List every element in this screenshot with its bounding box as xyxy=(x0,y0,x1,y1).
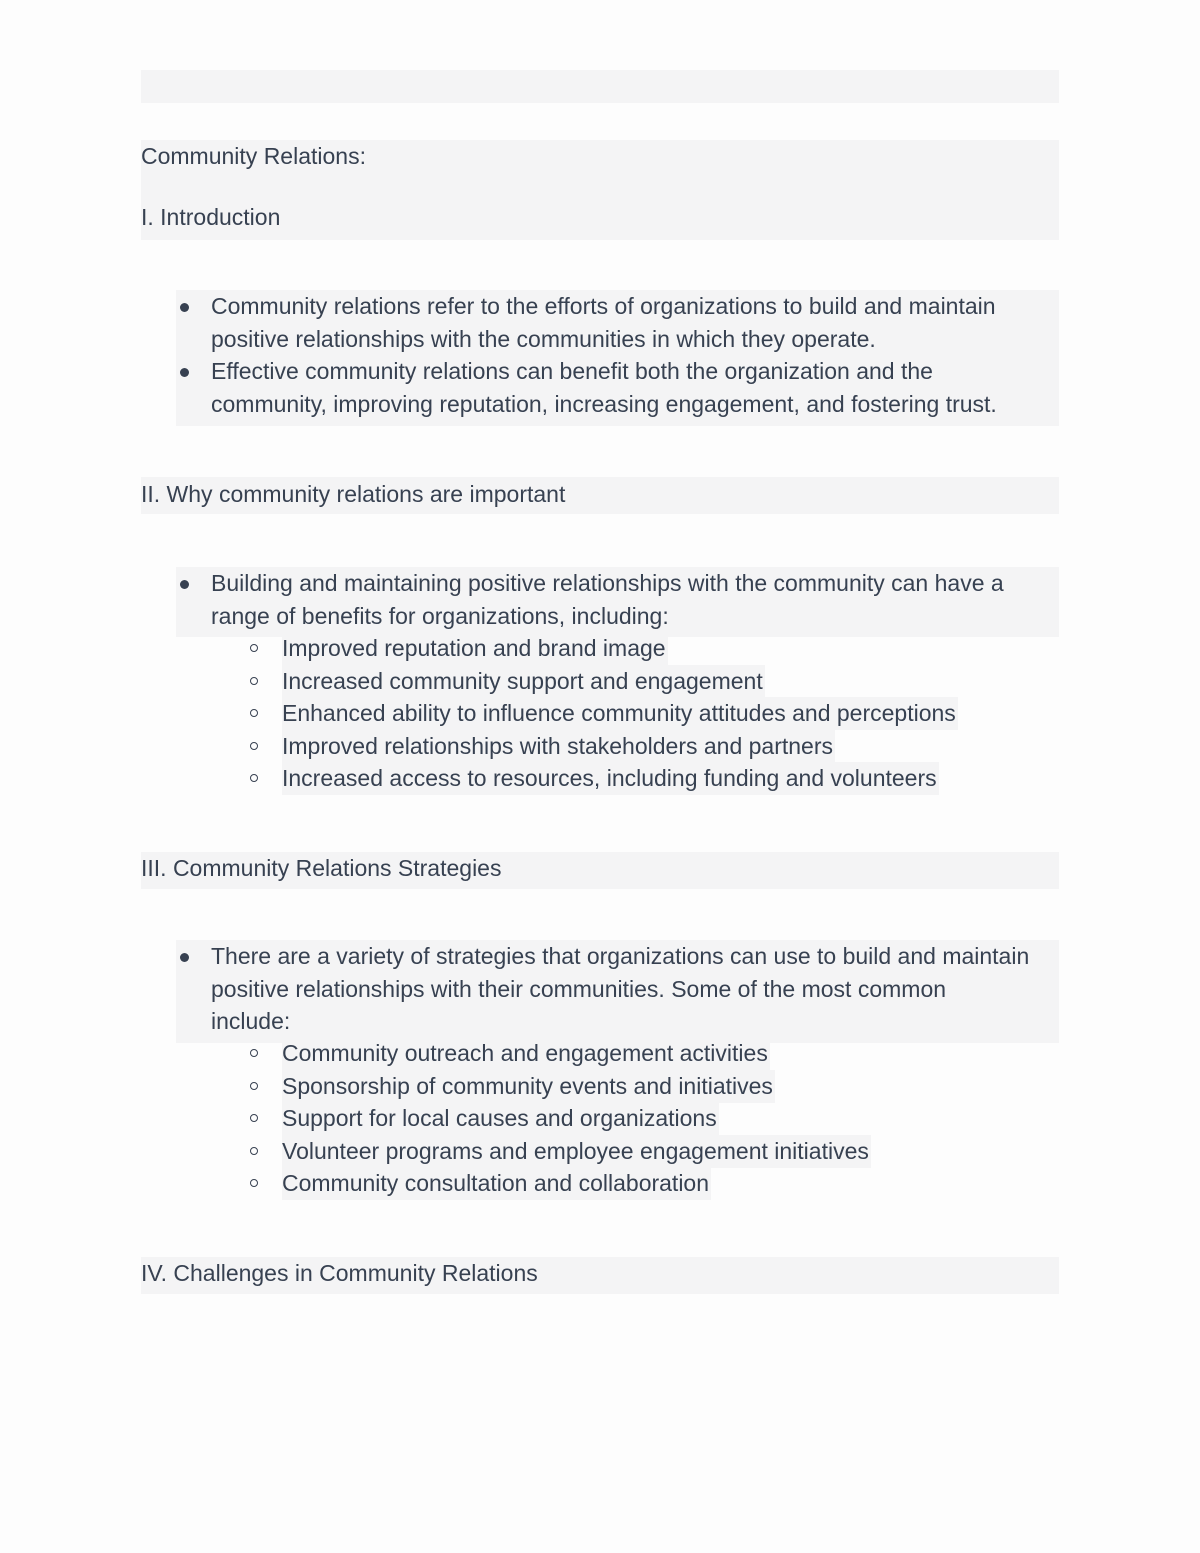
bullet-circle-icon xyxy=(250,774,258,782)
section-heading-intro: I. Introduction xyxy=(141,204,281,230)
document-title: Community Relations: xyxy=(141,143,366,169)
empty-header-block xyxy=(141,70,1059,103)
list-item-text: Effective community relations can benefit both the organization and the xyxy=(211,358,933,384)
list-item-text: Building and maintaining positive relationships with the community can have a xyxy=(211,570,1004,596)
section-heading-importance: II. Why community relations are important xyxy=(141,481,566,507)
list-item-text: community, improving reputation, increasing engagement, and fostering trust. xyxy=(211,391,997,417)
bullet-circle-icon xyxy=(250,677,258,685)
section-heading-block xyxy=(141,477,1059,514)
bullet-circle-icon xyxy=(250,1082,258,1090)
bullet-circle-icon xyxy=(250,1049,258,1057)
sub-list-item-text: Improved relationships with stakeholders and partners xyxy=(282,730,835,763)
list-item-text: There are a variety of strategies that organizations can use to build and maintain xyxy=(211,943,1030,969)
section-heading-block xyxy=(141,1257,1059,1294)
sub-list-item-text: Enhanced ability to influence community attitudes and perceptions xyxy=(282,697,958,730)
intro-bullet-list xyxy=(176,290,1059,426)
bullet-circle-icon xyxy=(250,1114,258,1122)
bullet-dot-icon xyxy=(180,368,189,377)
bullet-circle-icon xyxy=(250,1179,258,1187)
importance-bullet xyxy=(176,567,1059,637)
section-heading-block xyxy=(141,852,1059,889)
sub-list-item-text: Increased access to resources, including funding and volunteers xyxy=(282,762,939,795)
bullet-dot-icon xyxy=(180,303,189,312)
bullet-dot-icon xyxy=(180,953,189,962)
list-item-text: range of benefits for organizations, including: xyxy=(211,603,669,629)
section-heading-strategies: III. Community Relations Strategies xyxy=(141,855,502,881)
list-item-text: positive relationships with their communities. Some of the most common xyxy=(211,976,947,1002)
bullet-circle-icon xyxy=(250,644,258,652)
list-item-text: Community relations refer to the efforts of organizations to build and maintain xyxy=(211,293,996,319)
sub-list-item-text: Volunteer programs and employee engagement initiatives xyxy=(282,1135,871,1168)
bullet-dot-icon xyxy=(180,580,189,589)
sub-list-item-text: Community outreach and engagement activities xyxy=(282,1037,770,1070)
sub-list-item-text: Improved reputation and brand image xyxy=(282,632,668,665)
title-block xyxy=(141,140,1059,240)
sub-list-item-text: Increased community support and engagement xyxy=(282,665,765,698)
sub-list-item-text: Sponsorship of community events and initiatives xyxy=(282,1070,775,1103)
strategies-bullet xyxy=(176,940,1059,1043)
list-item-text: include: xyxy=(211,1008,291,1034)
bullet-circle-icon xyxy=(250,709,258,717)
bullet-circle-icon xyxy=(250,1147,258,1155)
sub-list-item-text: Support for local causes and organizations xyxy=(282,1102,719,1135)
sub-list-item-text: Community consultation and collaboration xyxy=(282,1167,711,1200)
section-heading-challenges: IV. Challenges in Community Relations xyxy=(141,1260,538,1286)
bullet-circle-icon xyxy=(250,742,258,750)
list-item-text: positive relationships with the communities in which they operate. xyxy=(211,326,876,352)
